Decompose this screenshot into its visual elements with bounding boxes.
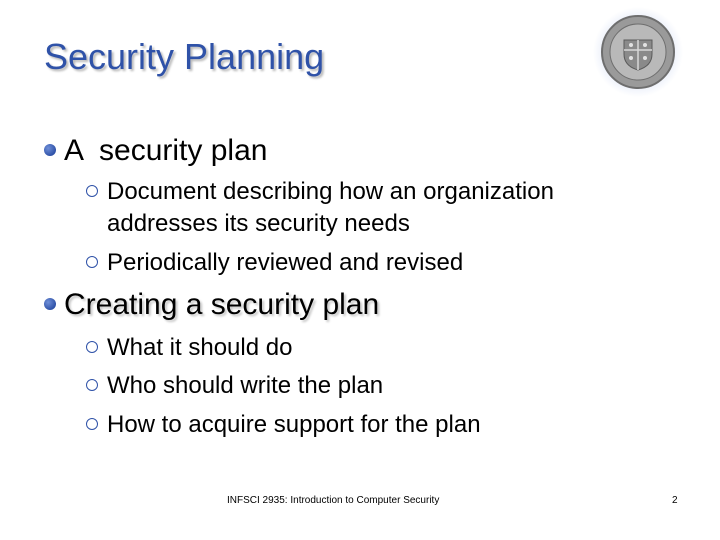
hollow-ring-bullet-icon <box>86 185 98 197</box>
list-item-text: Who should write the plan <box>107 372 384 399</box>
list-item-text: How to acquire support for the plan <box>107 411 481 438</box>
filled-circle-bullet-icon <box>44 298 56 310</box>
list-item <box>86 329 292 367</box>
hollow-ring-bullet-icon <box>86 341 98 353</box>
filled-circle-bullet-icon <box>44 144 56 156</box>
footer-course: INFSCI 2935: Introduction to Computer Security <box>227 495 440 506</box>
slide-title: Security Planning <box>44 36 325 77</box>
list-item <box>86 176 646 240</box>
page-number: 2 <box>672 495 678 506</box>
university-seal <box>592 6 684 98</box>
list-item-text: Periodically reviewed and revised <box>107 249 464 276</box>
list-item-text: Document describing how an organization addresses its security needs <box>107 178 554 237</box>
section-heading <box>44 288 379 322</box>
hollow-ring-bullet-icon <box>86 418 98 430</box>
hollow-ring-bullet-icon <box>86 256 98 268</box>
list-item <box>86 406 481 444</box>
hollow-ring-bullet-icon <box>86 379 98 391</box>
section-heading <box>44 134 267 168</box>
list-item <box>86 244 646 282</box>
section-heading-text: Creating a security plan <box>64 288 380 321</box>
list-item <box>86 367 383 405</box>
section-heading-text: A security plan <box>64 134 268 167</box>
list-item-text: What it should do <box>107 334 293 361</box>
